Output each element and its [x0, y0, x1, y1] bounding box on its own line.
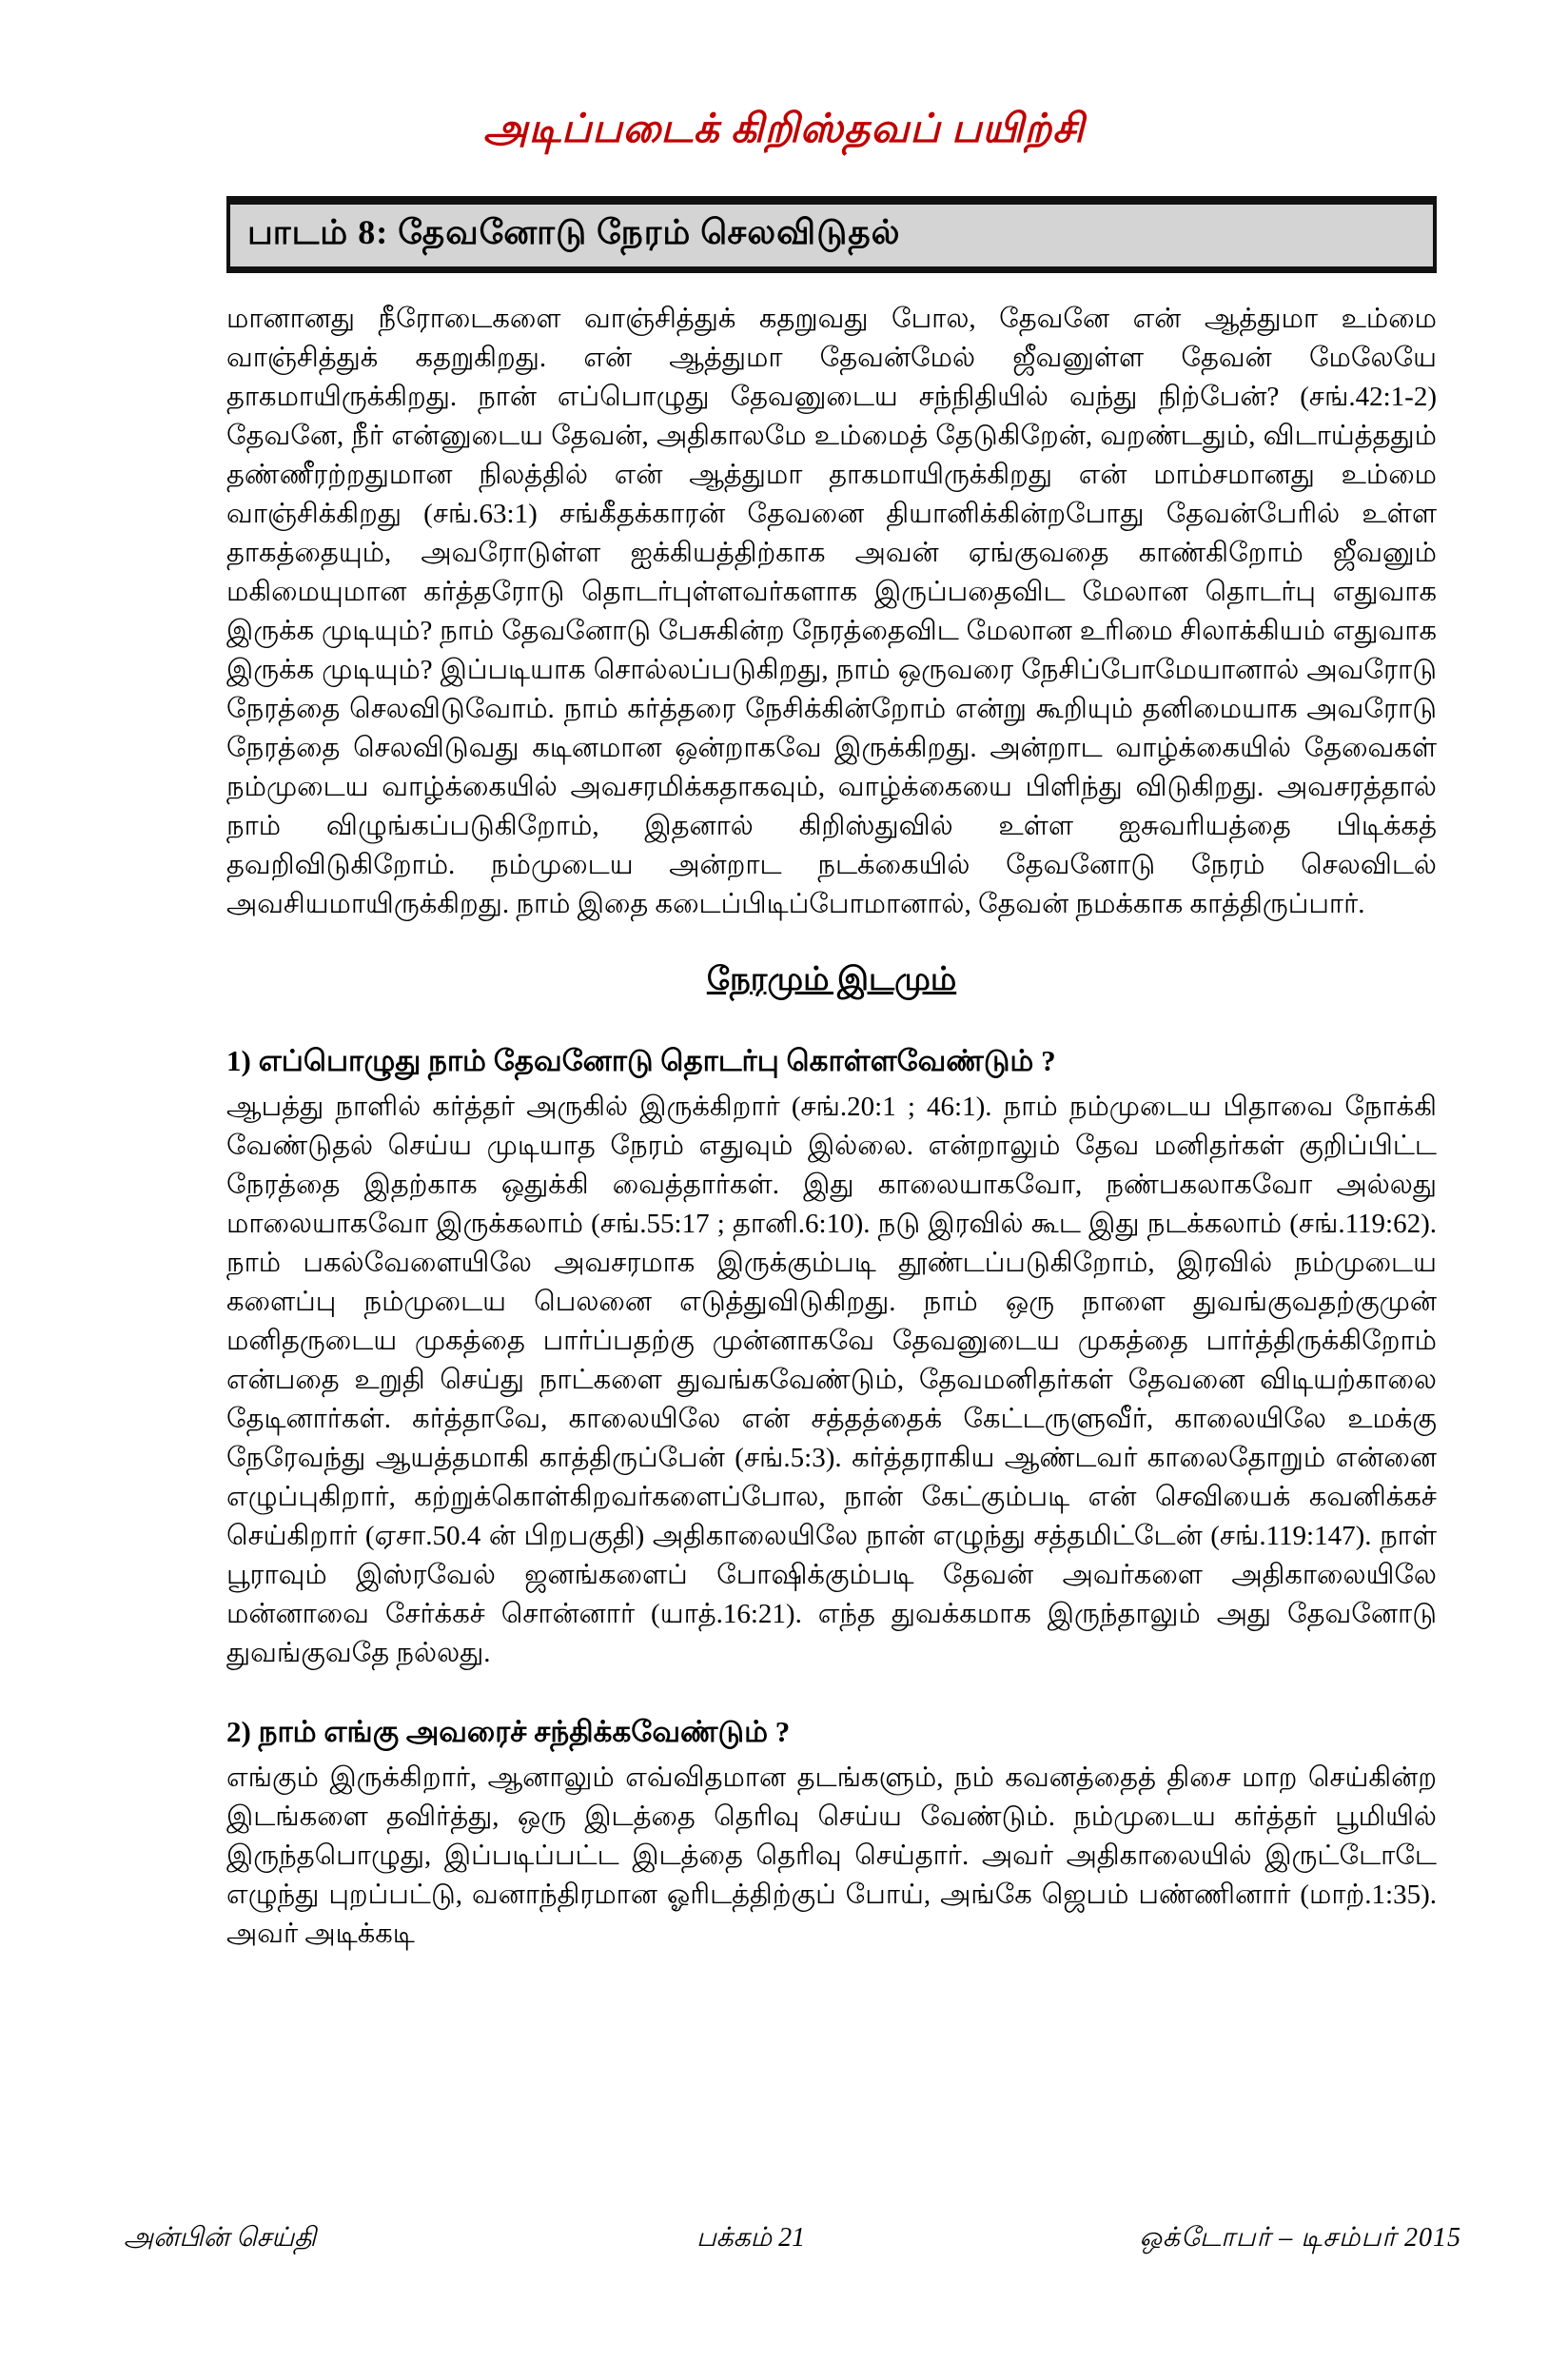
footer-publication-name: அன்பின் செய்தி [124, 2223, 317, 2253]
page-content [226, 196, 1437, 1954]
section-title-heading: நேரமும் இடமும் [706, 962, 957, 997]
footer-page-number: பக்கம் 21 [696, 2223, 806, 2253]
section-2-paragraph: எங்கும் இருக்கிறார், ஆனாலும் எவ்விதமான தடங்களும், நம் கவனத்தைத் திசை மாற செய்கின்ற இடங்களை தவிர்த்து, ஒரு இடத்தை தெரிவு செய்ய வேண்டும். நம்முடைய கர்த்தர் பூமியில் இருந்தபொழுது, இப்படிப்பட்ட இடத்தை தெரிவு செய்தார். அவர் அதிகாலையில் இருட்டோடே எழுந்து புறப்பட்டு, வனாந்திரமான ஓரிடத்திற்குப் போய், அங்கே ஜெபம் பண்ணினார் (மாற்.1:35). அவர் அடிக்கடி [226, 1762, 1437, 1949]
lesson-header-text: பாடம் 8: தேவனோடு நேரம் செலவிடுதல் [247, 213, 901, 251]
section-1-heading: 1) எப்பொழுது நாம் தேவனோடு தொடர்பு கொள்ளவேண்டும் ? [226, 1044, 1056, 1077]
page-footer [124, 2223, 1461, 2256]
page-title: அடிப்படைக் கிறிஸ்தவப் பயிற்சி [483, 108, 1085, 151]
section-2-heading: 2) நாம் எங்கு அவரைச் சந்திக்கவேண்டும் ? [226, 1715, 791, 1748]
intro-paragraph: மானானது நீரோடைகளை வாஞ்சித்துக் கதறுவது போல, தேவனே என் ஆத்துமா உம்மை வாஞ்சித்துக் கதறுகிறது. என் ஆத்துமா தேவன்மேல் ஜீவனுள்ள தேவன் மேலேயே தாகமாயிருக்கிறது. நான் எப்பொழுது தேவனுடைய சந்நிதியில் வந்து நிற்பேன்? (சங்.42:1-2) தேவனே, நீர் என்னுடைய தேவன், அதிகாலமே உம்மைத் தேடுகிறேன், வறண்டதும், விடாய்த்ததும் தண்ணீரற்றதுமான நிலத்தில் என் ஆத்துமா தாகமாயிருக்கிறது என் மாம்சமானது உம்மை வாஞ்சிக்கிறது (சங்.63:1) சங்கீதக்காரன் தேவனை தியானிக்கின்றபோது தேவன்பேரில் உள்ள தாகத்தையும், அவரோடுள்ள ஐக்கியத்திற்காக அவன் ஏங்குவதை காண்கிறோம் ஜீவனும் மகிமையுமான கர்த்தரோடு தொடர்புள்ளவர்களாக இருப்பதைவிட மேலான தொடர்பு எதுவாக இருக்க முடியும்? நாம் தேவனோடு பேசுகின்ற நேரத்தைவிட மேலான உரிமை சிலாக்கியம் எதுவாக இருக்க முடியும்? இப்படியாக சொல்லப்படுகிறது, நாம் ஒருவரை நேசிப்போமேயானால் அவரோடு நேரத்தை செலவிடுவோம். நாம் கர்த்தரை நேசிக்கின்றோம் என்று கூறியும் தனிமையாக அவரோடு நேரத்தை செலவிடுவது கடினமான ஒன்றாகவே இருக்கிறது. அன்றாட வாழ்க்கையில் தேவைகள் நம்முடைய வாழ்க்கையில் அவசரமிக்கதாகவும், வாழ்க்கையை பிளிந்து விடுகிறது. அவசரத்தால் நாம் விழுங்கப்படுகிறோம், இதனால் கிறிஸ்துவில் உள்ள ஐசுவரியத்தை பிடிக்கத் தவறிவிடுகிறோம். நம்முடைய அன்றாட நடக்கையில் தேவனோடு நேரம் செலவிடல் அவசியமாயிருக்கிறது. நாம் இதை கடைப்பிடிப்போமானால், தேவன் நமக்காக காத்திருப்பார். [226, 304, 1437, 919]
footer-issue-date: ஒக்டோபர் – டிசம்பர் 2015 [1139, 2223, 1461, 2253]
section-1-paragraph: ஆபத்து நாளில் கர்த்தர் அருகில் இருக்கிறார் (சங்.20:1 ; 46:1). நாம் நம்முடைய பிதாவை நோக்கி வேண்டுதல் செய்ய முடியாத நேரம் எதுவும் இல்லை. என்றாலும் தேவ மனிதர்கள் குறிப்பிட்ட நேரத்தை இதற்காக ஒதுக்கி வைத்தார்கள். இது காலையாகவோ, நண்பகலாகவோ அல்லது மாலையாகவோ இருக்கலாம் (சங்.55:17 ; தானி.6:10). நடு இரவில் கூட இது நடக்கலாம் (சங்.119:62). நாம் பகல்வேளையிலே அவசரமாக இருக்கும்படி தூண்டப்படுகிறோம், இரவில் நம்முடைய களைப்பு நம்முடைய பெலனை எடுத்துவிடுகிறது. நாம் ஒரு நாளை துவங்குவதற்குமுன் மனிதருடைய முகத்தை பார்ப்பதற்கு முன்னாகவே தேவனுடைய முகத்தை பார்த்திருக்கிறோம் என்பதை உறுதி செய்து நாட்களை துவங்கவேண்டும், தேவமனிதர்கள் தேவனை விடியற்காலை தேடினார்கள். கர்த்தாவே, காலையிலே என் சத்தத்தைக் கேட்டருளுவீர், காலையிலே உமக்கு நேரேவந்து ஆயத்தமாகி காத்திருப்பேன் (சங்.5:3). கர்த்தராகிய ஆண்டவர் காலைதோறும் என்னை எழுப்புகிறார், கற்றுக்கொள்கிறவர்களைப்போல, நான் கேட்கும்படி என் செவியைக் கவனிக்கச் செய்கிறார் (ஏசா.50.4 ன் பிறபகுதி) அதிகாலையிலே நான் எழுந்து சத்தமிட்டேன் (சங்.119:147). நாள் பூராவும் இஸ்ரவேல் ஜனங்களைப் போஷிக்கும்படி தேவன் அவர்களை அதிகாலையிலே மன்னாவை சேர்க்கச் சொன்னார் (யாத்.16:21). எந்த துவக்கமாக இருந்தாலும் அது தேவனோடு துவங்குவதே நல்லது. [226, 1092, 1437, 1668]
lesson-header-bar [226, 196, 1437, 273]
